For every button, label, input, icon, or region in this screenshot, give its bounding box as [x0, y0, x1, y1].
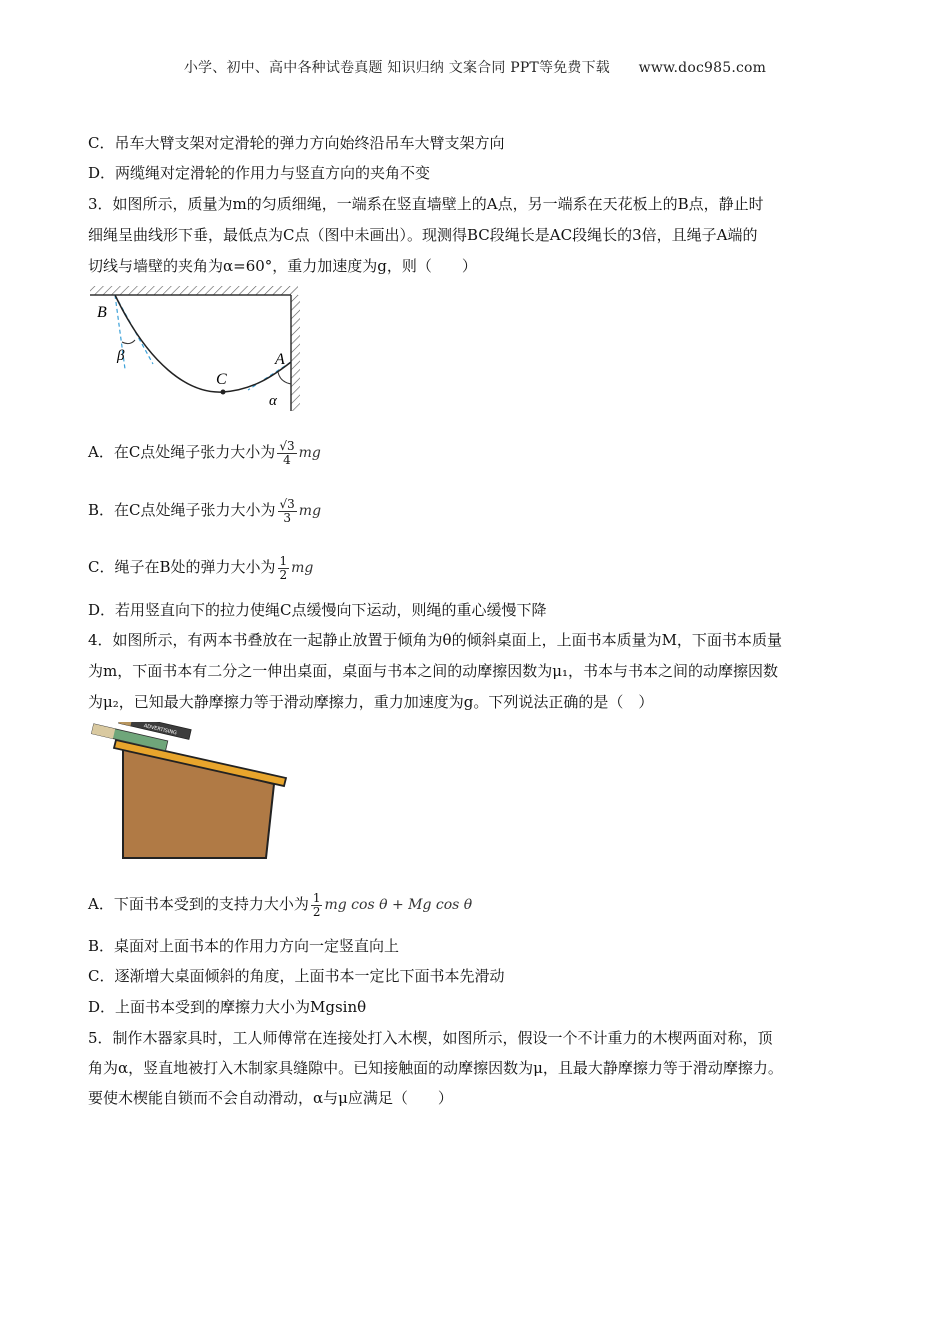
q3-option-c — [88, 547, 313, 588]
q4-stem-line3: 为μ₂，已知最大静摩擦力等于滑动摩擦力，重力加速度为g。下列说法正确的是（ ） — [88, 693, 654, 711]
q3-option-c-unit: mg — [291, 560, 314, 576]
q3-option-d: D．若用竖直向下的拉力使绳C点缓慢向下运动，则绳的重心缓慢下降 — [88, 601, 547, 619]
fraction-numerator: 1 — [279, 553, 288, 568]
q5-stem-line2: 角为α，竖直地被打入木制家具缝隙中。已知接触面的动摩擦因数为μ，且最大静摩擦力等于滑动摩擦力。 — [88, 1059, 783, 1077]
label-alpha: α — [269, 393, 277, 409]
q4-stem-line2: 为m，下面书本有二分之一伸出桌面，桌面与书本之间的动摩擦因数为μ₁，书本与书本之间的动摩擦因数 — [88, 662, 778, 680]
page-header — [0, 57, 950, 77]
q2-option-c: C．吊车大臂支架对定滑轮的弹力方向始终沿吊车大臂支架方向 — [88, 134, 505, 152]
q4-option-a-text: A．下面书本受到的支持力大小为 — [88, 895, 309, 913]
label-a: A — [275, 351, 285, 368]
q5-stem-line3: 要使木楔能自锁而不会自动滑动，α与μ应满足（ ） — [88, 1089, 453, 1107]
label-c: C — [216, 371, 227, 388]
ceiling-hatch — [90, 286, 298, 295]
q3-option-b-unit: mg — [298, 503, 322, 519]
q2-option-d: D．两缆绳对定滑轮的作用力与竖直方向的夹角不变 — [88, 164, 431, 182]
wall-hatch — [291, 295, 300, 411]
fraction-denominator: 3 — [283, 510, 291, 525]
header-title: 小学、初中、高中各种试卷真题 知识归纳 文案合同 PPT等免费下载 — [183, 60, 610, 76]
q3-option-a — [88, 432, 321, 473]
q3-option-a-fraction — [277, 440, 296, 467]
header-url[interactable]: www.doc985.com — [638, 60, 767, 76]
q4-option-c: C．逐渐增大桌面倾斜的角度，上面书本一定比下面书本先滑动 — [88, 967, 505, 985]
q5-stem-line1: 5．制作木器家具时，工人师傅常在连接处打入木楔，如图所示，假设一个不计重力的木楔两面对称，顶 — [88, 1029, 773, 1047]
fraction-numerator: √3 — [279, 496, 295, 511]
q3-stem-line3: 切线与墙壁的夹角为α=60°，重力加速度为g，则（ ） — [88, 257, 477, 275]
q4-stem-line1: 4．如图所示，有两本书叠放在一起静止放置于倾角为θ的倾斜桌面上，上面书本质量为M，下面书本质量 — [88, 631, 782, 649]
tilted-desk-diagram — [88, 722, 293, 862]
rope-diagram — [88, 284, 308, 414]
q4-option-a-formula: mg cos θ + Mg cos θ — [324, 897, 473, 913]
rope-curve — [115, 295, 291, 392]
q4-option-a — [88, 884, 472, 925]
q3-option-c-fraction — [278, 555, 290, 582]
fraction-numerator: √3 — [279, 438, 295, 453]
label-b: B — [97, 304, 107, 321]
book-spine-label: ADVERTISING — [143, 723, 178, 737]
fraction-denominator: 2 — [312, 904, 321, 919]
q3-stem-line1: 3．如图所示，质量为m的匀质细绳，一端系在竖直墙壁上的A点，另一端系在天花板上的B点，静止时 — [88, 195, 764, 213]
q3-option-a-text: A．在C点处绳子张力大小为 — [88, 443, 276, 461]
point-c — [221, 390, 226, 395]
label-beta: β — [117, 348, 125, 364]
alpha-arc — [278, 372, 291, 384]
fraction-numerator: 1 — [312, 890, 321, 905]
q3-option-b — [88, 490, 321, 531]
q4-option-d: D．上面书本受到的摩擦力大小为Mgsinθ — [88, 998, 367, 1016]
q4-option-b: B．桌面对上面书本的作用力方向一定竖直向上 — [88, 937, 400, 955]
q3-option-b-fraction — [278, 498, 297, 525]
q3-option-a-unit: mg — [298, 445, 321, 461]
fraction-denominator: 2 — [279, 567, 288, 582]
q3-option-b-text: B．在C点处绳子张力大小为 — [88, 501, 276, 519]
q3-stem-line2: 细绳呈曲线形下垂，最低点为C点（图中未画出）。现测得BC段绳长是AC段绳长的3倍，且绳子A端的 — [88, 226, 758, 244]
q3-option-c-text: C．绳子在B处的弹力大小为 — [88, 558, 276, 576]
q4-option-a-fraction — [311, 892, 323, 919]
fraction-denominator: 4 — [283, 452, 291, 467]
beta-arc — [122, 340, 135, 344]
